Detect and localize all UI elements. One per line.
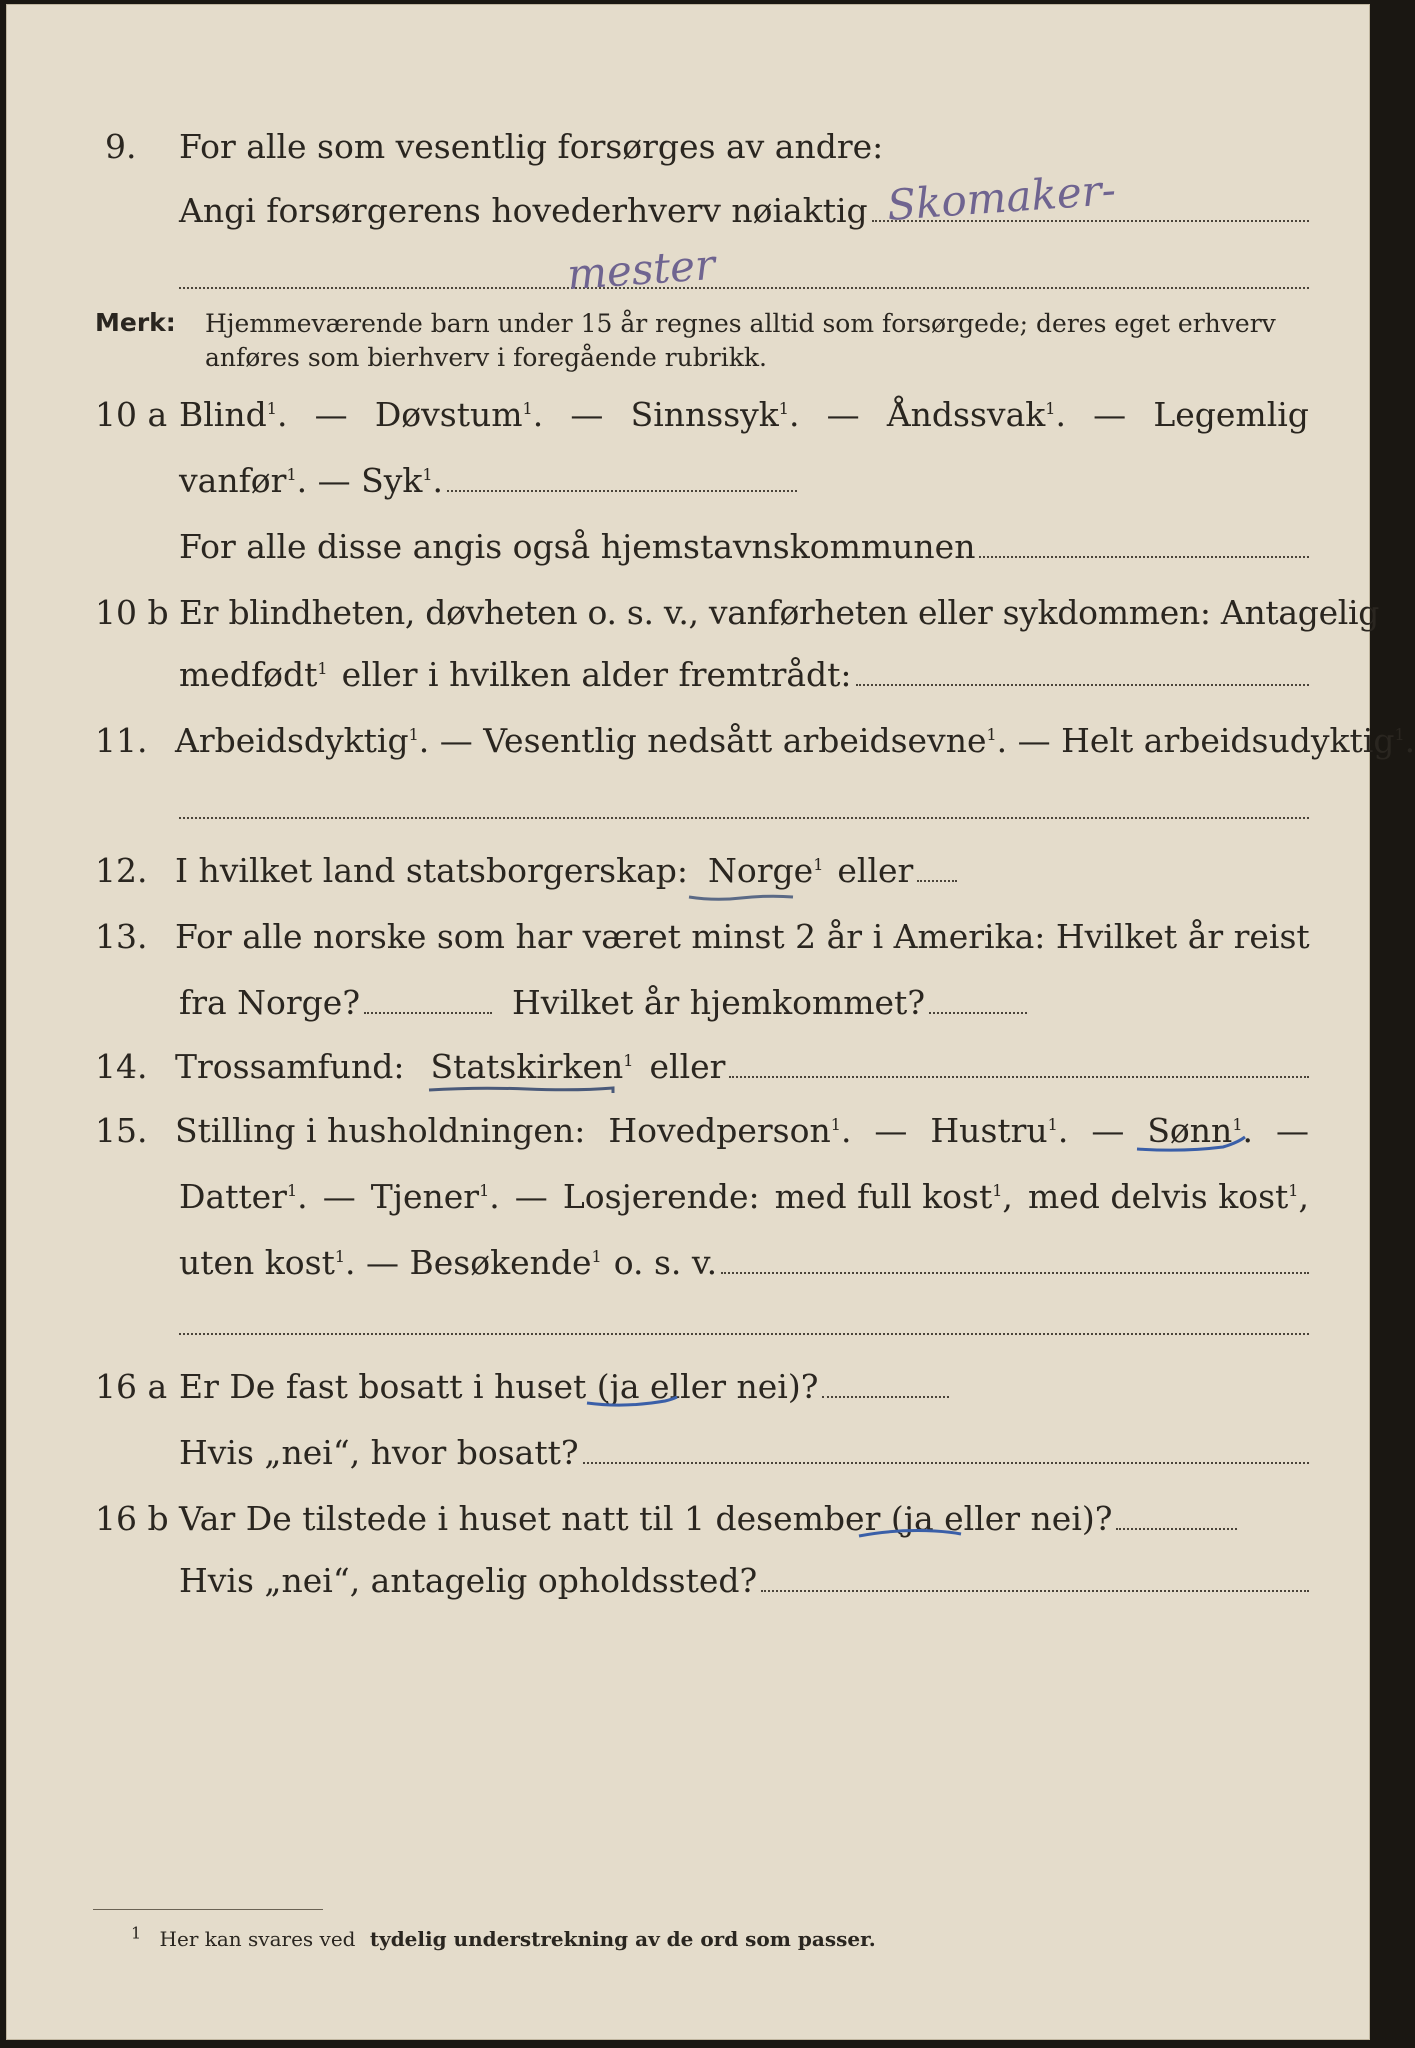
q16b-opholdssted-prompt: Hvis „nei“, antagelig opholdssted? (179, 1561, 758, 1600)
q13-hjemkommet-line (929, 1012, 1027, 1014)
q16a-number: 16 a (95, 1367, 168, 1406)
merk-text-1: Hjemmeværende barn under 15 år regnes alltid som forsørgede; deres eget erhverv (205, 309, 1276, 338)
q15-uten-kost: uten kost$^1$. (179, 1243, 356, 1282)
q12-question: I hvilket land statsborgerskap: (175, 851, 689, 890)
q10b-line-2 (179, 655, 1309, 694)
footnote-text-b: tydelig understrekning av de ord som passer. (369, 1927, 876, 1951)
q15-datter: Datter$^1$. (179, 1177, 308, 1216)
footnote-text-a: Her kan svares ved (159, 1927, 356, 1951)
q15-hovedperson: Hovedperson$^1$. (608, 1111, 852, 1150)
q9-handwritten-answer-1: Skomaker- (885, 165, 1118, 230)
q14-statskirken: Statskirken$^1$ (430, 1047, 634, 1086)
footnote-mark: 1 (131, 1923, 142, 1943)
q16b-opholdssted-line (761, 1590, 1309, 1592)
q13-line-1 (175, 917, 1310, 956)
q10b-question: Er blindheten, døvheten o. s. v., vanførheten eller sykdommen: Antagelig (179, 593, 1380, 632)
q11-number: 11. (95, 721, 148, 760)
merk-label-row (95, 308, 176, 337)
q9-line-1 (179, 127, 883, 166)
q16b-number: 16 b (95, 1499, 169, 1538)
q16a-bosatt-prompt: Hvis „nei“, hvor bosatt? (179, 1433, 579, 1472)
q12-norge-underline (685, 889, 797, 905)
q15-tjener: Tjener$^1$. (370, 1177, 500, 1216)
q9-line-2 (179, 191, 1309, 230)
q10b-alder: eller i hvilken alder fremtrådt: (341, 655, 852, 694)
q13-line-2 (179, 983, 1027, 1022)
merk-line-1 (205, 309, 1276, 338)
q11-nedsatt: Vesentlig nedsått arbeidsevne$^1$. (483, 721, 1008, 760)
q9-question: For alle som vesentlig forsørges av andre: (179, 127, 884, 166)
q10b-line-1 (179, 593, 1379, 632)
dash: — (570, 395, 604, 434)
q12-line-1 (175, 851, 957, 890)
q16a-question: Er De fast bosatt i huset (ja eller nei)? (179, 1367, 819, 1406)
q15-question: Stilling i husholdningen: (175, 1111, 586, 1150)
merk-text-2: anføres som bierhverv i foregående rubrikk. (205, 343, 767, 372)
q16a-answer-line (822, 1396, 949, 1398)
q15-answer-line-2 (179, 1333, 1309, 1335)
q12-number: 12. (95, 851, 148, 890)
q11-line-1: Arbeidsdyktig$^1$. — Vesentlig nedsått arbeidsevne$^1$. — Helt arbeidsudyktig$^1$. (175, 721, 1415, 760)
q15-osv: o. s. v. (613, 1243, 718, 1282)
merk-line-2 (205, 343, 767, 372)
q10a-dovstum: Døvstum$^1$. (374, 395, 544, 434)
dash: — (1093, 395, 1127, 434)
q14-answer-line (729, 1076, 1309, 1078)
q10a-line-2: vanfør$^1$. — Syk$^1$. (179, 461, 797, 500)
q13-reist-prompt: fra Norge? (179, 983, 361, 1022)
q15-sonn-underline (1133, 1135, 1249, 1157)
q15-line-2: Datter$^1$. — Tjener$^1$. — Losjerende: med full kost$^1$, med delvis kost$^1$, (179, 1177, 1309, 1216)
q12-answer-line (917, 880, 957, 882)
q15-losjerende: Losjerende: (562, 1177, 760, 1216)
q15-delvis-kost: med delvis kost$^1$, (1027, 1177, 1309, 1216)
q16b-question: Var De tilstede i huset natt til 1 desember (ja eller nei)? (179, 1499, 1113, 1538)
q10a-hjemstavn-prompt: For alle disse angis også hjemstavnskommunen (179, 527, 976, 566)
q10a-vanfor: vanfør$^1$. (179, 461, 308, 500)
q16b-answer-line (1116, 1528, 1237, 1530)
q14-statskirken-underline (427, 1081, 617, 1097)
q14-number: 14. (95, 1047, 148, 1086)
q14-question: Trossamfund: (175, 1047, 405, 1086)
q10a-line-3 (179, 527, 1309, 566)
q10b-answer-line (856, 684, 1309, 686)
q10a-sinnssyk: Sinnssyk$^1$. (630, 395, 800, 434)
census-form-page (6, 4, 1415, 2040)
dash: — (826, 395, 860, 434)
q13-reist-line (364, 1012, 492, 1014)
q13-number: 13. (95, 917, 148, 956)
q13-hjemkommet-prompt: Hvilket år hjemkommet? (512, 983, 926, 1022)
q9-prompt: Angi forsørgerens hovederhverv nøiaktig (179, 191, 868, 230)
dash: — (314, 395, 348, 434)
q10b-number: 10 b (95, 593, 169, 632)
q9-answer-line-2 (179, 287, 1309, 289)
q14-line-1 (175, 1047, 1309, 1086)
q9-number: 9. (105, 127, 137, 166)
q16b-ja-underline (855, 1521, 965, 1543)
q11-arbeidsdyktig: Arbeidsdyktig$^1$. (175, 721, 430, 760)
q15-answer-line-1 (721, 1272, 1309, 1274)
q16b-line-2 (179, 1561, 1309, 1600)
q12-eller: eller (837, 851, 914, 890)
q16b-line-1 (179, 1499, 1237, 1538)
q10a-legemlig: Legemlig (1153, 395, 1309, 434)
q14-eller: eller (649, 1047, 726, 1086)
q15-full-kost: med full kost$^1$, (774, 1177, 1013, 1216)
q16a-line-1 (179, 1367, 949, 1406)
q16a-ja-underline (585, 1389, 681, 1411)
q15-number: 15. (95, 1111, 148, 1150)
q15-line-1: Stilling i husholdningen: Hovedperson$^1$. — Hustru$^1$. — Sønn$^1$. — (175, 1111, 1309, 1150)
q15-line-3: uten kost$^1$. — Besøkende$^1$ o. s. v. (179, 1243, 1309, 1282)
q12-norge: Norge$^1$ (708, 851, 824, 890)
q11-udyktig: Helt arbeidsudyktig$^1$. (1061, 721, 1415, 760)
q9-handwritten-answer-2: mester (565, 239, 717, 300)
q16a-line-2 (179, 1433, 1309, 1472)
q10b-medfodt: medfødt$^1$ (179, 655, 328, 694)
q10a-line-1 (179, 395, 1309, 434)
q10a-andssvak: Åndssvak$^1$. (886, 395, 1066, 434)
q15-sonn: Sønn$^1$. (1147, 1111, 1253, 1150)
q15-hustru: Hustru$^1$. (930, 1111, 1069, 1150)
q13-question: For alle norske som har været minst 2 år i Amerika: Hvilket år reist (175, 917, 1310, 956)
q15-besokende: Besøkende$^1$ (409, 1243, 602, 1282)
q10a-number: 10 a (95, 395, 168, 434)
footnote (131, 1923, 876, 1951)
q10a-syk: Syk$^1$. (361, 461, 444, 500)
footnote-divider (93, 1909, 323, 1910)
q10a-hjemstavn-line (979, 556, 1309, 558)
q10a-answer-line (447, 490, 797, 492)
q10a-blind: Blind$^1$. (179, 395, 288, 434)
merk-label: Merk: (95, 308, 176, 337)
q11-answer-line (179, 817, 1309, 819)
q16a-bosatt-line (583, 1462, 1309, 1464)
